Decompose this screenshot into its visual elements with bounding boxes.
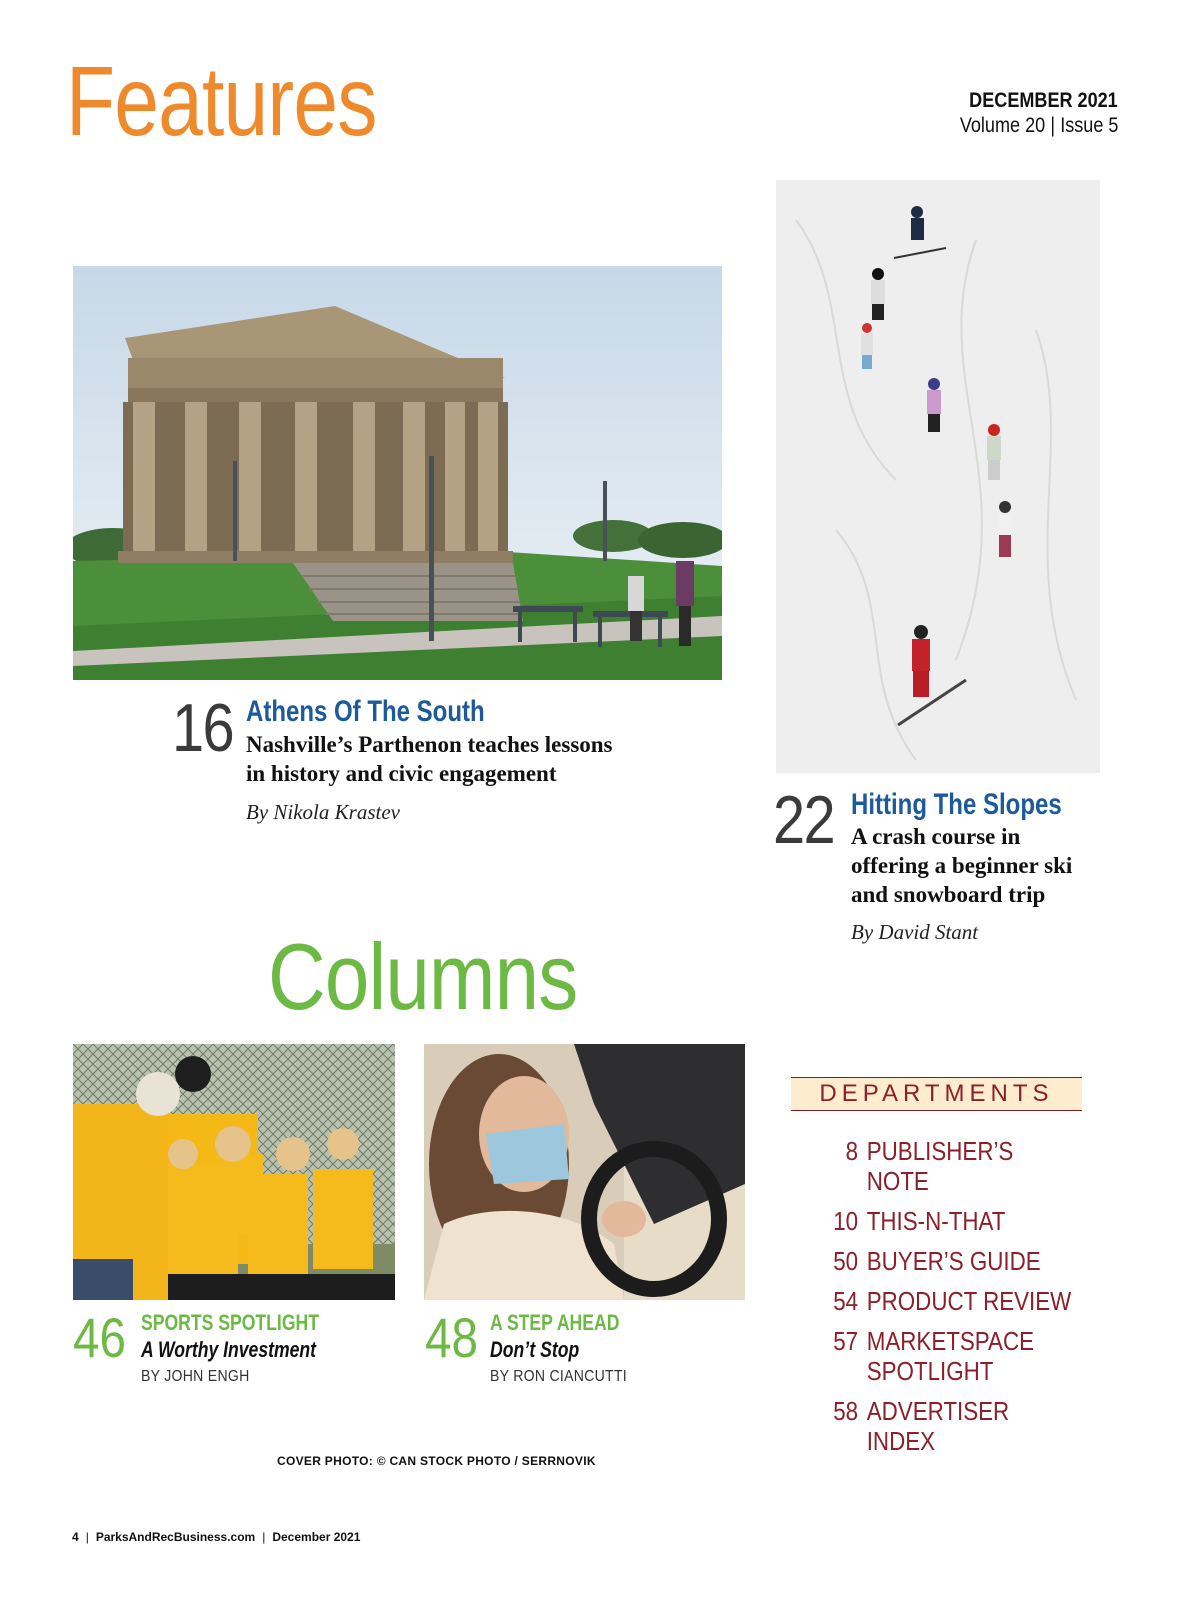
divider: | xyxy=(262,1530,266,1544)
department-label: PUBLISHER’S NOTE xyxy=(866,1136,1014,1196)
department-item[interactable] xyxy=(822,1286,1080,1316)
masked-driver-photo xyxy=(424,1044,745,1300)
column-heading: SPORTS SPOTLIGHT xyxy=(141,1310,319,1335)
department-page: 57 xyxy=(833,1326,859,1356)
departments-list xyxy=(822,1136,1122,1466)
column-title[interactable]: A Worthy Investment xyxy=(141,1337,317,1362)
footer-site[interactable]: ParksAndRecBusiness.com xyxy=(95,1530,256,1544)
column-page-number: 46 xyxy=(73,1306,126,1369)
column-title[interactable]: Don’t Stop xyxy=(490,1337,580,1362)
department-label: BUYER’S GUIDE xyxy=(866,1246,1041,1276)
department-item[interactable] xyxy=(822,1136,1080,1196)
department-label: THIS-N-THAT xyxy=(866,1206,1006,1236)
feature-byline: By Nikola Krastev xyxy=(246,800,400,824)
departments-heading: DEPARTMENTS xyxy=(819,1080,1054,1107)
issue-number: Issue 5 xyxy=(1059,114,1118,137)
feature-subtitle: Nashville’s Parthenon teaches lessons in history and civic engagement xyxy=(246,732,613,786)
department-label: PRODUCT REVIEW xyxy=(866,1286,1072,1316)
feature-title[interactable]: Athens Of The South xyxy=(246,695,485,728)
department-item[interactable] xyxy=(822,1246,1080,1276)
department-item[interactable] xyxy=(822,1206,1080,1236)
footer-date: December 2021 xyxy=(272,1530,361,1544)
department-page: 8 xyxy=(845,1136,859,1166)
column-page-number: 48 xyxy=(425,1306,478,1369)
department-item[interactable] xyxy=(822,1396,1080,1456)
skiers-photo xyxy=(776,180,1100,773)
issue-month: DECEMBER 2021 xyxy=(969,89,1118,112)
column-byline: BY RON CIANCUTTI xyxy=(490,1368,627,1385)
departments-header xyxy=(791,1077,1082,1111)
column-byline: BY JOHN ENGH xyxy=(141,1368,250,1385)
footer-page-number: 4 xyxy=(72,1530,79,1544)
cover-photo-credit: COVER PHOTO: © CAN STOCK PHOTO / SERRNOVIK xyxy=(277,1454,596,1468)
issue-volume-line xyxy=(959,114,1118,138)
feature-title[interactable]: Hitting The Slopes xyxy=(851,788,1062,821)
feature-page-number: 22 xyxy=(773,782,834,858)
feature-page-number: 16 xyxy=(172,690,233,766)
feature-byline: By David Stant xyxy=(851,920,979,944)
department-item[interactable] xyxy=(822,1326,1080,1386)
softball-team-photo xyxy=(73,1044,395,1300)
page-footer xyxy=(72,1530,360,1544)
feature-subtitle: A crash course in offering a beginner ski and snowboard trip xyxy=(851,824,1073,907)
columns-heading: Columns xyxy=(268,924,578,1029)
features-heading: Features xyxy=(66,46,377,156)
department-page: 50 xyxy=(833,1246,859,1276)
divider: | xyxy=(1049,114,1055,137)
department-label: ADVERTISER INDEX xyxy=(866,1396,1010,1456)
issue-volume: Volume 20 xyxy=(959,114,1045,137)
department-page: 54 xyxy=(833,1286,859,1316)
parthenon-photo xyxy=(73,266,722,680)
divider: | xyxy=(85,1530,89,1544)
department-page: 10 xyxy=(833,1206,859,1236)
department-page: 58 xyxy=(833,1396,859,1426)
department-label: MARKETSPACE SPOTLIGHT xyxy=(866,1326,1035,1386)
column-heading: A STEP AHEAD xyxy=(490,1310,620,1335)
